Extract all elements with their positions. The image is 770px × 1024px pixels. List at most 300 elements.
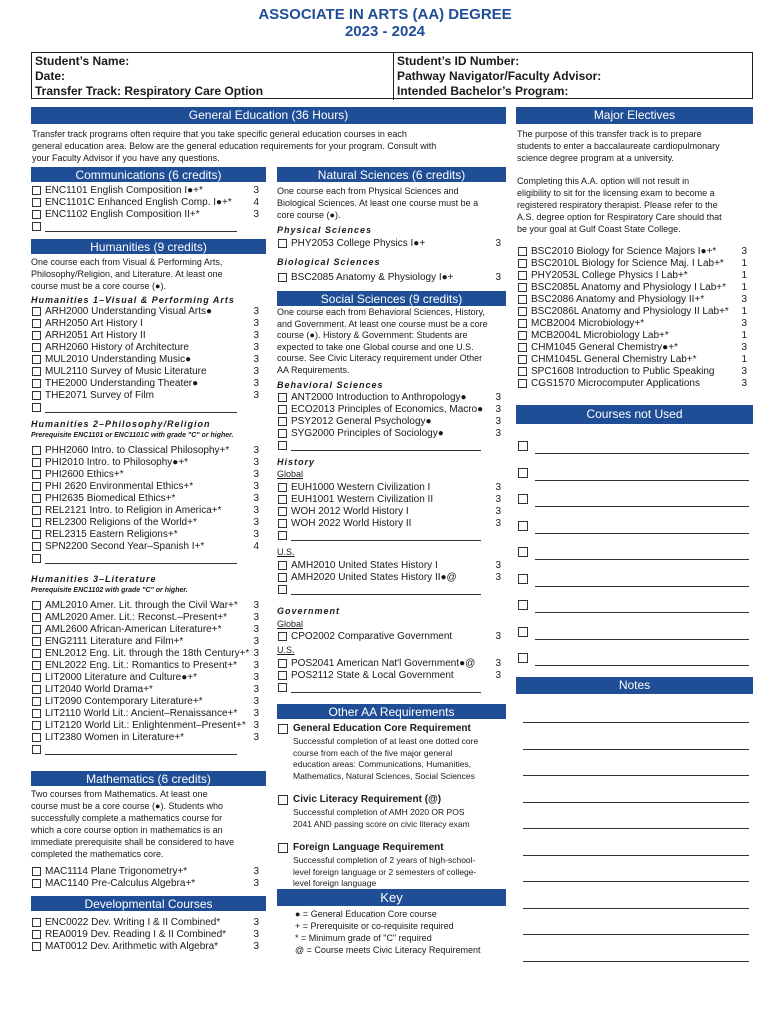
middle-column	[277, 167, 506, 694]
course-item[interactable]	[31, 648, 259, 660]
course-credits: 3	[495, 482, 501, 493]
course-credits: 3	[495, 238, 501, 249]
course-credits: 1	[741, 306, 747, 317]
course-name: ARH2060 History of Architecture	[45, 342, 189, 353]
checkbox[interactable]	[32, 494, 41, 503]
course-item[interactable]	[31, 708, 259, 720]
course-credits: 1	[741, 270, 747, 281]
checkbox[interactable]	[518, 379, 527, 388]
key-item: @ = Course meets Civic Literacy Requirement	[295, 945, 481, 955]
course-name: SPC1608 Introduction to Public Speaking	[531, 366, 715, 377]
gened-intro	[32, 128, 512, 164]
course-item[interactable]	[31, 185, 259, 197]
phys-subheading: Physical Sciences	[277, 225, 373, 235]
checkbox[interactable]	[518, 247, 527, 256]
course-item[interactable]	[31, 481, 259, 493]
course-item[interactable]	[31, 529, 259, 541]
course-item[interactable]	[277, 560, 501, 572]
course-credits: 3	[253, 318, 259, 329]
course-name: PHI2635 Biomedical Ethics+*	[45, 493, 176, 504]
course-name: SYG2000 Principles of Sociology●	[291, 428, 444, 439]
phys-list	[277, 238, 501, 250]
major-intro-line: be your goal at Gulf Coast State College.	[517, 224, 681, 234]
course-credits: 3	[253, 696, 259, 707]
major-heading: Major Electives	[516, 107, 753, 124]
checkbox[interactable]	[32, 446, 41, 455]
course-item[interactable]	[277, 518, 501, 530]
course-item[interactable]	[277, 428, 501, 440]
course-item[interactable]	[31, 330, 259, 342]
course-name: PHI 2620 Environmental Ethics+*	[45, 481, 194, 492]
course-credits: 3	[253, 457, 259, 468]
checkbox[interactable]	[518, 283, 527, 292]
course-name: LIT2040 World Drama+*	[45, 684, 153, 695]
notes-line[interactable]	[523, 828, 749, 829]
checkbox[interactable]	[278, 273, 287, 282]
course-item[interactable]	[277, 506, 501, 518]
major-intro-line: Completing this A.A. option will not result in	[517, 176, 690, 186]
course-item[interactable]	[31, 600, 259, 612]
unused-heading: Courses not Used	[516, 405, 753, 424]
transfer-track-label[interactable]: Transfer Track: Respiratory Care Option	[35, 84, 264, 98]
course-credits: 3	[253, 720, 259, 731]
checkbox[interactable]	[32, 470, 41, 479]
course-name: WOH 2012 World History I	[291, 506, 409, 517]
course-name: REA0019 Dev. Reading I & II Combined*	[45, 929, 227, 940]
course-name: CPO2002 Comparative Government	[291, 631, 453, 642]
blank-entry[interactable]	[31, 553, 266, 565]
course-item[interactable]	[517, 294, 747, 306]
blank-entry[interactable]	[277, 682, 506, 694]
socsci-heading: Social Sciences (9 credits)	[277, 291, 506, 306]
checkbox[interactable]	[32, 601, 41, 610]
checkbox[interactable]	[32, 458, 41, 467]
blank-entry[interactable]	[31, 744, 266, 756]
blank-entry[interactable]	[31, 221, 266, 233]
course-item[interactable]	[517, 270, 747, 282]
notes-line[interactable]	[523, 775, 749, 776]
checkbox[interactable]	[32, 506, 41, 515]
checkbox[interactable]	[518, 319, 527, 328]
checkbox[interactable]	[518, 367, 527, 376]
course-credits: 3	[253, 378, 259, 389]
gened-intro-line: your Faculty Advisor if you have any questions.	[32, 153, 220, 163]
math-intro-line: immediate prerequisite shall be considered to have	[31, 837, 235, 847]
course-name: ENL2012 Eng. Lit. through the 18th Century+*	[45, 648, 250, 659]
checkbox[interactable]	[518, 355, 527, 364]
course-item[interactable]	[517, 366, 747, 378]
checkbox[interactable]	[32, 661, 41, 670]
course-item[interactable]	[31, 445, 259, 457]
socsci-intro-line: AA Requirements.	[277, 364, 350, 375]
course-item[interactable]	[277, 670, 501, 682]
foreign-language-requirement[interactable]	[277, 841, 506, 890]
hist-global-list	[277, 482, 501, 530]
checkbox[interactable]	[278, 573, 287, 582]
unused-course-entry[interactable]	[517, 573, 753, 587]
course-credits: 3	[495, 518, 501, 529]
course-credits: 3	[253, 209, 259, 220]
unused-course-entry[interactable]	[517, 626, 753, 640]
course-name: EUH1001 Western Civilization II	[291, 494, 434, 505]
requirement-title: Foreign Language Requirement	[293, 842, 444, 853]
notes-line[interactable]	[523, 881, 749, 882]
requirement-text	[293, 855, 506, 890]
checkbox[interactable]	[32, 542, 41, 551]
checkbox[interactable]	[518, 343, 527, 352]
course-credits: 3	[253, 505, 259, 516]
course-item[interactable]	[31, 929, 259, 941]
course-item[interactable]	[31, 878, 259, 890]
course-credits: 3	[253, 185, 259, 196]
hist-us-list	[277, 560, 501, 584]
checkbox[interactable]	[278, 417, 287, 426]
lit-list	[31, 600, 259, 744]
checkbox[interactable]	[32, 673, 41, 682]
course-item[interactable]	[277, 272, 501, 284]
checkbox[interactable]	[32, 613, 41, 622]
course-name: PHY2053 College Physics I●+	[291, 238, 426, 249]
checkbox[interactable]	[278, 405, 287, 414]
blank-entry[interactable]	[31, 402, 266, 414]
notes-line[interactable]	[523, 961, 749, 962]
requirement-line: Successful completion of AMH 2020 OR POS	[293, 807, 465, 817]
major-intro	[517, 128, 753, 235]
requirement-line: education areas: Communications, Humanities,	[293, 759, 472, 769]
gov-global-label: Global	[277, 619, 304, 629]
course-item[interactable]	[31, 378, 259, 390]
checkbox[interactable]	[278, 495, 287, 504]
course-item[interactable]	[31, 732, 259, 744]
course-item[interactable]	[31, 197, 259, 209]
course-item[interactable]	[31, 636, 259, 648]
checkbox[interactable]	[32, 482, 41, 491]
course-item[interactable]	[31, 318, 259, 330]
course-item[interactable]	[31, 624, 259, 636]
course-credits: 3	[253, 529, 259, 540]
course-item[interactable]	[277, 392, 501, 404]
course-name: LIT2120 World Lit.: Enlightenment–Present+*	[45, 720, 246, 731]
course-credits: 3	[741, 378, 747, 389]
checkbox[interactable]	[278, 429, 287, 438]
course-item[interactable]	[277, 658, 501, 670]
course-item[interactable]	[517, 306, 747, 318]
course-item[interactable]	[31, 493, 259, 505]
notes-line[interactable]	[523, 908, 749, 909]
course-item[interactable]	[31, 469, 259, 481]
student-name-label[interactable]: Student’s Name:	[35, 54, 130, 68]
checkbox[interactable]	[32, 186, 41, 195]
course-credits: 3	[495, 272, 501, 283]
course-credits: 3	[495, 392, 501, 403]
notes-line[interactable]	[523, 722, 749, 723]
phil-list	[31, 445, 259, 553]
course-credits: 3	[741, 342, 747, 353]
course-item[interactable]	[517, 258, 747, 270]
course-credits: 3	[253, 481, 259, 492]
checkbox[interactable]	[518, 259, 527, 268]
course-credits: 3	[253, 636, 259, 647]
checkbox[interactable]	[32, 379, 41, 388]
key-item: + = Prerequisite or co-requisite required	[295, 921, 454, 931]
course-item[interactable]	[277, 482, 501, 494]
course-item[interactable]	[517, 330, 747, 342]
course-item[interactable]	[277, 238, 501, 250]
checkbox[interactable]	[32, 530, 41, 539]
vpa-subheading: Humanities 1–Visual & Performing Arts	[31, 295, 235, 305]
course-credits: 3	[253, 708, 259, 719]
course-item[interactable]	[277, 631, 501, 643]
checkbox[interactable]	[32, 867, 41, 876]
course-item[interactable]	[31, 720, 259, 732]
course-credits: 3	[253, 624, 259, 635]
checkbox[interactable]	[32, 391, 41, 400]
humanities-intro-line: Philosophy/Religion, and Literature. At least one	[31, 269, 223, 279]
notes-line[interactable]	[523, 934, 749, 935]
socsci-intro-line: expected to take one Global course and one U.S.	[277, 341, 474, 352]
student-info-right	[393, 53, 754, 100]
course-name: REL2315 Eastern Religions+*	[45, 529, 178, 540]
course-item[interactable]	[277, 416, 501, 428]
course-name: ARH2050 Art History I	[45, 318, 143, 329]
course-item[interactable]	[31, 672, 259, 684]
course-item[interactable]	[517, 378, 747, 390]
advisor-label[interactable]: Pathway Navigator/Faculty Advisor:	[397, 69, 602, 83]
course-credits: 3	[253, 306, 259, 317]
course-item[interactable]	[517, 318, 747, 330]
unused-course-entry[interactable]	[517, 440, 753, 454]
course-name: LIT2380 Women in Literature+*	[45, 732, 185, 743]
course-name: SPN2200 Second Year–Spanish I+*	[45, 541, 205, 552]
course-credits: 3	[253, 929, 259, 940]
checkbox[interactable]	[518, 271, 527, 280]
socsci-intro-line: course. See Civic Literacy requirement under Other	[277, 353, 483, 363]
checkbox[interactable]	[278, 393, 287, 402]
dev-list	[31, 917, 259, 953]
history-global-label: Global	[277, 469, 304, 479]
checkbox[interactable]	[278, 519, 287, 528]
blank-entry[interactable]	[277, 440, 506, 452]
course-item[interactable]	[31, 457, 259, 469]
course-item[interactable]	[31, 917, 259, 929]
course-item[interactable]	[31, 342, 259, 354]
course-name: MCB2004 Microbiology+*	[531, 318, 645, 329]
checkbox[interactable]	[32, 709, 41, 718]
course-name: BSC2010L Biology for Science Maj. I Lab+*	[531, 258, 724, 269]
checkbox[interactable]	[32, 307, 41, 316]
course-credits: 3	[253, 342, 259, 353]
vpa-list	[31, 306, 259, 402]
course-credits: 3	[495, 416, 501, 427]
course-item[interactable]	[517, 342, 747, 354]
course-credits: 1	[741, 354, 747, 365]
course-item[interactable]	[277, 494, 501, 506]
course-credits: 3	[253, 330, 259, 341]
requirement-line: Successful completion of 2 years of high-school-	[293, 855, 476, 865]
course-name: PHH2060 Intro. to Classical Philosophy+*	[45, 445, 230, 456]
course-name: AMH2020 United States History II●@	[291, 572, 457, 583]
course-item[interactable]	[517, 354, 747, 366]
course-item[interactable]	[277, 572, 501, 584]
bio-subheading: Biological Sciences	[277, 257, 381, 267]
course-name: MCB2004L Microbiology Lab+*	[531, 330, 669, 341]
checkbox[interactable]	[32, 685, 41, 694]
socsci-intro-line: and Government. At least one course must be a core	[277, 318, 488, 329]
notes-line[interactable]	[523, 855, 749, 856]
dev-heading: Developmental Courses	[31, 896, 266, 911]
course-item[interactable]	[31, 354, 259, 366]
unused-course-entry[interactable]	[517, 546, 753, 560]
natsci-intro-line: core course (●).	[277, 210, 341, 220]
checkbox[interactable]	[32, 198, 41, 207]
checkbox[interactable]	[278, 632, 287, 641]
unused-course-entry[interactable]	[517, 493, 753, 507]
course-name: BSC2086L Anatomy and Physiology II Lab+*	[531, 306, 729, 317]
major-intro-line: The purpose of this transfer track is to prepare	[517, 129, 702, 139]
blank-entry[interactable]	[277, 584, 506, 596]
gen-ed-core-requirement[interactable]	[277, 722, 506, 782]
checkbox[interactable]	[32, 331, 41, 340]
gov-us-label: U.S.	[277, 645, 295, 655]
major-intro-line: A.S. degree option for Respiratory Care should that	[517, 212, 722, 222]
math-intro-line: course must be a core course (●). Students who	[31, 801, 224, 811]
course-credits: 3	[495, 506, 501, 517]
major-list	[517, 246, 747, 390]
requirement-text	[293, 736, 506, 782]
course-credits: 3	[253, 445, 259, 456]
course-name: CHM1045L General Chemistry Lab+*	[531, 354, 697, 365]
course-name: ARH2051 Art History II	[45, 330, 146, 341]
natsci-intro-line: One course each from Physical Sciences and	[277, 186, 459, 196]
course-item[interactable]	[31, 366, 259, 378]
bachelor-program-label[interactable]: Intended Bachelor’s Program:	[397, 84, 569, 98]
unused-course-entry[interactable]	[517, 467, 753, 481]
checkbox[interactable]	[32, 625, 41, 634]
course-item[interactable]	[31, 517, 259, 529]
course-name: AML2020 Amer. Lit.: Reconst.–Present+*	[45, 612, 228, 623]
communications-list	[31, 185, 259, 221]
checkbox[interactable]	[32, 733, 41, 742]
course-credits: 1	[741, 330, 747, 341]
notes-lines	[517, 700, 753, 960]
course-item[interactable]	[31, 612, 259, 624]
course-item[interactable]	[31, 866, 259, 878]
course-name: MAT0012 Dev. Arithmetic with Algebra*	[45, 941, 219, 952]
course-item[interactable]	[31, 209, 259, 221]
checkbox[interactable]	[32, 697, 41, 706]
course-item[interactable]	[31, 390, 259, 402]
notes-line[interactable]	[523, 802, 749, 803]
key-list	[295, 908, 510, 956]
checkbox[interactable]	[518, 331, 527, 340]
course-name: CHM1045 General Chemistry●+*	[531, 342, 678, 353]
requirement-title: Civic Literacy Requirement (@)	[293, 794, 442, 805]
unused-course-entry[interactable]	[517, 520, 753, 534]
course-name: LIT2000 Literature and Culture●+*	[45, 672, 197, 683]
math-intro-line: which a core course option in mathematics is an	[31, 825, 223, 835]
checkbox[interactable]	[32, 942, 41, 951]
unused-course-entry[interactable]	[517, 599, 753, 613]
course-item[interactable]	[277, 404, 501, 416]
checkbox[interactable]	[278, 659, 287, 668]
socsci-intro-line: One course each from Behavioral Sciences, History,	[277, 307, 485, 317]
checkbox[interactable]	[278, 483, 287, 492]
requirement-text	[293, 807, 506, 830]
course-credits: 3	[253, 941, 259, 952]
degree-title: ASSOCIATE IN ARTS (AA) DEGREE	[258, 6, 512, 23]
checkbox[interactable]	[32, 210, 41, 219]
checkbox[interactable]	[278, 561, 287, 570]
checkbox[interactable]	[32, 721, 41, 730]
requirement-title: General Education Core Requirement	[293, 723, 471, 734]
date-label[interactable]: Date:	[35, 69, 66, 83]
notes-line[interactable]	[523, 749, 749, 750]
course-name: LIT2090 Contemporary Literature+*	[45, 696, 203, 707]
course-name: MUL2010 Understanding Music●	[45, 354, 192, 365]
course-credits: 3	[495, 494, 501, 505]
course-name: ENC0022 Dev. Writing I & II Combined*	[45, 917, 221, 928]
course-item[interactable]	[31, 941, 259, 953]
course-name: BSC2085 Anatomy & Physiology I●+	[291, 272, 454, 283]
checkbox[interactable]	[32, 918, 41, 927]
gov-global-list	[277, 631, 501, 643]
course-credits: 3	[495, 428, 501, 439]
unused-course-entry[interactable]	[517, 652, 753, 666]
checkbox[interactable]	[32, 343, 41, 352]
checkbox[interactable]	[32, 930, 41, 939]
checkbox[interactable]	[32, 637, 41, 646]
blank-entry[interactable]	[277, 530, 506, 542]
course-credits: 3	[253, 354, 259, 365]
checkbox[interactable]	[32, 367, 41, 376]
course-item[interactable]	[517, 246, 747, 258]
course-credits: 3	[495, 404, 501, 415]
course-credits: 3	[253, 684, 259, 695]
course-credits: 3	[253, 660, 259, 671]
checkbox[interactable]	[32, 879, 41, 888]
student-id-label[interactable]: Student’s ID Number:	[397, 54, 520, 68]
checkbox[interactable]	[518, 295, 527, 304]
course-name: REL2121 Intro. to Religion in America+*	[45, 505, 222, 516]
course-item[interactable]	[31, 541, 259, 553]
major-intro-line: registered respiratory therapist. Please refer to the	[517, 200, 718, 210]
checkbox[interactable]	[278, 239, 287, 248]
requirement-line: level foreign language or 2 semesters of college-	[293, 866, 477, 877]
checkbox[interactable]	[32, 518, 41, 527]
checkbox[interactable]	[518, 307, 527, 316]
checkbox[interactable]	[32, 355, 41, 364]
course-item[interactable]	[31, 306, 259, 318]
course-item[interactable]	[517, 282, 747, 294]
course-credits: 3	[495, 631, 501, 642]
checkbox[interactable]	[278, 507, 287, 516]
course-credits: 3	[253, 517, 259, 528]
checkbox[interactable]	[32, 649, 41, 658]
math-intro-line: Two courses from Mathematics. At least one	[31, 789, 208, 799]
course-item[interactable]	[31, 684, 259, 696]
course-name: ENC1101 English Composition I●+*	[45, 185, 203, 196]
course-item[interactable]	[31, 696, 259, 708]
course-credits: 3	[253, 366, 259, 377]
checkbox[interactable]	[32, 319, 41, 328]
major-intro-line: science degree program at a university.	[517, 153, 674, 163]
course-item[interactable]	[31, 660, 259, 672]
civic-literacy-requirement[interactable]	[277, 793, 506, 830]
course-name: AML2600 African-American Literature+*	[45, 624, 222, 635]
checkbox[interactable]	[278, 671, 287, 680]
course-item[interactable]	[31, 505, 259, 517]
student-info-left	[32, 53, 393, 100]
